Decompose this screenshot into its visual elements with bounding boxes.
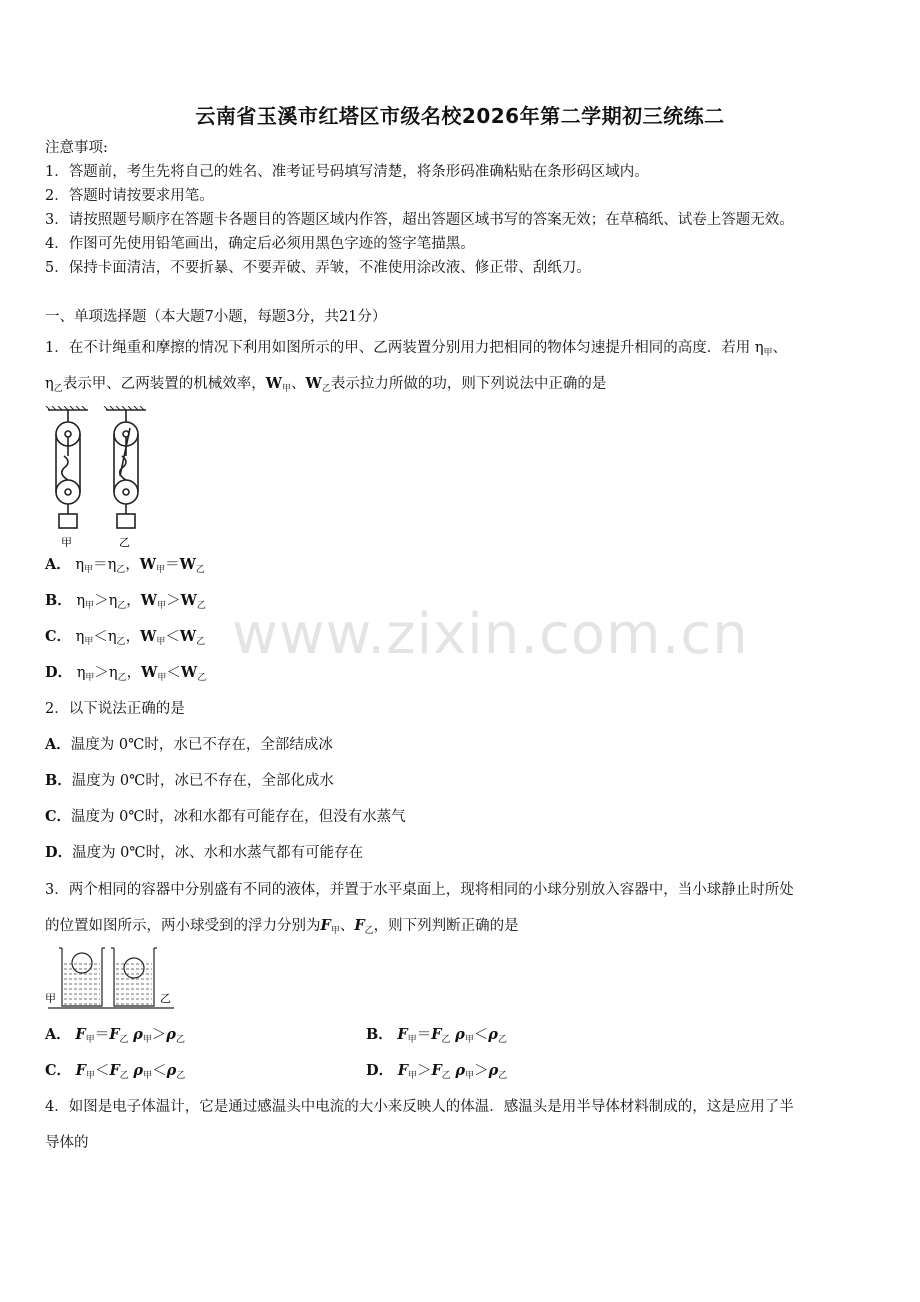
q3-stem-line1: 3．两个相同的容器中分别盛有不同的液体，并置于水平桌面上，现将相同的小球分别放入容器中，当小球静止时所处 [45,882,794,898]
notes-item-4: 4．作图可先使用铅笔画出，确定后必须用黑色字迹的签字笔描黑。 [45,236,475,252]
q4-stem-line1: 4．如图是电子体温计，它是通过感温头中电流的大小来反映人的体温．感温头是用半导体材料制成的，这是应用了半 [45,1099,794,1115]
q3-option-c[interactable]: C． $F_甲<F_乙$ $\rho_甲<\rho_乙$ [45,1062,186,1081]
q3-fig-label-yi: 乙 [160,992,171,1005]
q3-option-d[interactable]: D． $F_甲>F_乙$ $\rho_甲>\rho_乙$ [366,1062,508,1081]
q2-option-b[interactable]: B．温度为 0℃时，冰已不存在，全部化成水 [45,772,334,789]
q2-stem: 2．以下说法正确的是 [45,701,185,717]
notes-item-3: 3．请按照题号顺序在答题卡各题目的答题区域内作答，超出答题区域书写的答案无效；在草稿纸、试卷上答题无效。 [45,212,794,228]
q1-option-d[interactable]: D． $\eta_甲>\eta_乙$，$W_甲<W_乙$ [45,664,207,683]
page-title: 云南省玉溪市红塔区市级名校2026年第二学期初三统练二 [195,104,725,128]
q2-option-c[interactable]: C．温度为 0℃时，冰和水都有可能存在，但没有水蒸气 [45,808,406,825]
notes-item-1: 1．答题前，考生先将自己的姓名、准考证号码填写清楚，将条形码准确粘贴在条形码区域内。 [45,164,649,180]
q3-stem-line2: 的位置如图所示，两小球受到的浮力分别为$F_甲$、$F_乙$，则下列判断正确的是 [45,917,519,936]
q1-fig-label-yi: 乙 [119,536,130,548]
q1-stem-line1: 1．在不计绳重和摩擦的情况下利用如图所示的甲、乙两装置分别用力把相同的物体匀速提升相同的高度．若用 $\eta_甲$、 [45,340,788,358]
q3-fig-label-jia: 甲 [45,992,56,1005]
q4-stem-line2: 导体的 [45,1135,89,1151]
q3-option-a[interactable]: A． $F_甲=F_乙$ $\rho_甲>\rho_乙$ [45,1026,185,1045]
q1-fig-label-jia: 甲 [61,536,72,548]
notes-heading: 注意事项: [45,140,108,156]
q2-option-d[interactable]: D．温度为 0℃时，冰、水和水蒸气都有可能存在 [45,844,364,861]
notes-item-2: 2．答题时请按要求用笔。 [45,188,214,204]
q1-pulley-figure [44,406,154,548]
q2-option-a[interactable]: A．温度为 0℃时，水已不存在，全部结成冰 [45,736,333,753]
q3-beaker-figure [44,944,176,1012]
q1-option-a[interactable]: A． $\eta_甲=\eta_乙$，$W_甲=W_乙$ [45,556,205,575]
notes-item-5: 5．保持卡面清洁，不要折暴、不要弄破、弄皱，不准使用涂改液、修正带、刮纸刀。 [45,260,591,276]
q1-option-b[interactable]: B． $\eta_甲>\eta_乙$，$W_甲>W_乙$ [45,592,206,611]
watermark: www.zixin.com.cn [232,602,749,667]
q1-option-c[interactable]: C． $\eta_甲<\eta_乙$，$W_甲<W_乙$ [45,628,206,647]
section-heading: 一、单项选择题（本大题7小题，每题3分，共21分） [45,309,387,325]
q1-stem-line2: $\eta_乙$表示甲、乙两装置的机械效率，$W_甲$、$W_乙$表示拉力所做的功，则下列说法中正确的是 [45,375,607,394]
q3-option-b[interactable]: B． $F_甲=F_乙$ $\rho_甲<\rho_乙$ [366,1026,507,1045]
